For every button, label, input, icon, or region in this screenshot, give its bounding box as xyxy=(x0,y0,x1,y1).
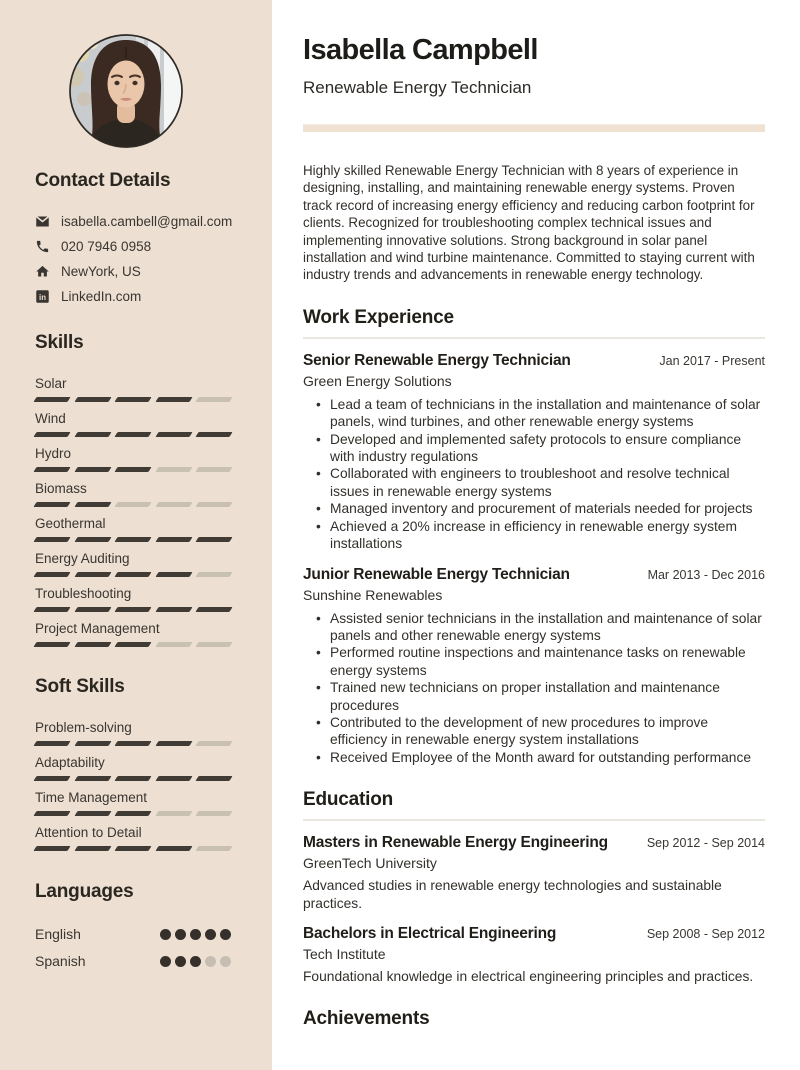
skill-bar-segment xyxy=(196,846,233,851)
skill-bar-segment xyxy=(196,642,233,647)
degree-title: Bachelors in Electrical Engineering xyxy=(303,924,557,942)
skill-bar-segment xyxy=(33,846,70,851)
language-dot xyxy=(175,956,186,967)
skill-bar-segment xyxy=(33,502,70,507)
skill-label: Wind xyxy=(35,411,66,426)
skill-row xyxy=(35,481,236,507)
contact-text: LinkedIn.com xyxy=(61,289,142,304)
skill-bar-segment xyxy=(155,776,192,781)
skill-label: Time Management xyxy=(35,790,148,805)
skill-bar-segment xyxy=(74,642,111,647)
section-divider xyxy=(303,819,765,821)
skill-bar-segment xyxy=(115,432,152,437)
job-bullet: • Lead a team of technicians in the installation and maintenance of solar panels, wind turbines, and other renewable energy systems xyxy=(330,396,765,431)
soft-skill-row xyxy=(35,755,236,781)
skill-row xyxy=(35,621,236,647)
job-bullet-list xyxy=(303,610,765,767)
skill-bar-segment xyxy=(74,572,111,577)
skill-bar-segment xyxy=(155,846,192,851)
skill-bar-segment xyxy=(74,811,111,816)
skill-bar-segment xyxy=(196,467,233,472)
job-bullet: • Received Employee of the Month award for outstanding performance xyxy=(330,749,765,766)
skill-label: Hydro xyxy=(35,446,72,461)
language-dot xyxy=(220,929,231,940)
degree-header xyxy=(303,834,765,852)
skill-label: Energy Auditing xyxy=(35,551,130,566)
language-dot xyxy=(160,929,171,940)
job-bullet: • Contributed to the development of new procedures to improve efficiency in renewable energy system installations xyxy=(330,714,765,749)
job-list xyxy=(303,352,765,766)
degree-header xyxy=(303,925,765,943)
job-header xyxy=(303,566,765,584)
skill-bar-segment xyxy=(155,467,192,472)
skill-bar-segment xyxy=(115,502,152,507)
skill-bar-segment xyxy=(115,537,152,542)
skill-level-bar xyxy=(35,537,231,542)
job-bullet: • Developed and implemented safety protocols to ensure compliance with industry regulations xyxy=(330,431,765,466)
achievements-section xyxy=(303,1008,765,1030)
skill-bar-segment xyxy=(115,642,152,647)
skill-row xyxy=(35,516,236,542)
skill-bar-segment xyxy=(155,397,192,402)
skill-bar-segment xyxy=(196,741,233,746)
skill-level-bar xyxy=(35,607,231,612)
language-level-dots xyxy=(160,929,231,940)
contact-item xyxy=(35,289,236,304)
skill-level-bar xyxy=(35,846,231,851)
degree-list xyxy=(303,834,765,985)
skill-bar-segment xyxy=(74,776,111,781)
skill-label: Troubleshooting xyxy=(35,586,132,601)
header-accent-divider xyxy=(303,124,765,132)
skill-row xyxy=(35,446,236,472)
languages-heading: Languages xyxy=(35,881,134,902)
language-level-dots xyxy=(160,956,231,967)
svg-text:in: in xyxy=(39,292,46,302)
skill-bar-segment xyxy=(74,502,111,507)
section-divider xyxy=(303,337,765,339)
skill-level-bar xyxy=(35,572,231,577)
skill-bar-segment xyxy=(155,537,192,542)
contact-details-heading: Contact Details xyxy=(35,170,171,191)
job-bullet: • Performed routine inspections and maintenance tasks on renewable energy systems xyxy=(330,644,765,679)
home-icon xyxy=(35,264,51,279)
skill-bar-segment xyxy=(33,607,70,612)
skill-row xyxy=(35,411,236,437)
skill-bar-segment xyxy=(196,572,233,577)
skill-bar-segment xyxy=(33,741,70,746)
skill-bar-segment xyxy=(115,397,152,402)
skill-bar-segment xyxy=(155,432,192,437)
skill-bar-segment xyxy=(115,811,152,816)
skill-level-bar xyxy=(35,502,231,507)
skill-level-bar xyxy=(35,642,231,647)
language-row xyxy=(35,926,231,942)
skill-bar-segment xyxy=(33,432,70,437)
skill-bar-segment xyxy=(33,642,70,647)
skill-bar-segment xyxy=(155,642,192,647)
main-column xyxy=(272,0,800,1070)
skill-bar-segment xyxy=(33,397,70,402)
job-dates: Jan 2017 - Present xyxy=(659,353,765,368)
education-heading: Education xyxy=(303,789,394,811)
skill-bar-segment xyxy=(115,846,152,851)
skill-bar-segment xyxy=(115,467,152,472)
language-dot xyxy=(190,929,201,940)
language-dot xyxy=(205,956,216,967)
skill-bar-segment xyxy=(74,741,111,746)
skill-bar-segment xyxy=(196,811,233,816)
job-entry xyxy=(303,566,765,767)
contact-text: isabella.cambell@gmail.com xyxy=(61,214,233,229)
job-title: Junior Renewable Energy Technician xyxy=(303,565,570,583)
skill-bar-segment xyxy=(196,537,233,542)
language-dot xyxy=(190,956,201,967)
skill-row xyxy=(35,586,236,612)
job-company: Sunshine Renewables xyxy=(303,586,443,603)
soft-skill-row xyxy=(35,720,236,746)
language-label: English xyxy=(35,926,81,942)
skill-bar-segment xyxy=(33,776,70,781)
skills-heading: Skills xyxy=(35,332,84,353)
contact-text: 020 7946 0958 xyxy=(61,239,152,254)
contact-item xyxy=(35,264,236,279)
sidebar xyxy=(0,0,272,1070)
skill-label: Geothermal xyxy=(35,516,106,531)
email-icon xyxy=(35,214,51,229)
skill-bar-segment xyxy=(196,607,233,612)
profile-photo xyxy=(68,33,184,149)
skill-bar-segment xyxy=(196,776,233,781)
skill-label: Problem-solving xyxy=(35,720,132,735)
degree-school: GreenTech University xyxy=(303,855,437,872)
job-bullet: • Assisted senior technicians in the installation and maintenance of solar panels and other renewable energy systems xyxy=(330,610,765,645)
skill-bar-segment xyxy=(33,537,70,542)
skill-label: Solar xyxy=(35,376,67,391)
skill-bar-segment xyxy=(155,811,192,816)
skill-bar-segment xyxy=(155,741,192,746)
degree-description: Advanced studies in renewable energy technologies and sustainable practices. xyxy=(303,878,722,911)
skill-bar-segment xyxy=(115,776,152,781)
skill-bar-segment xyxy=(155,607,192,612)
profile-photo-illustration xyxy=(68,33,184,149)
phone-icon xyxy=(35,239,51,254)
work-experience-heading: Work Experience xyxy=(303,306,454,328)
degree-entry xyxy=(303,834,765,912)
degree-dates: Sep 2012 - Sep 2014 xyxy=(646,836,765,851)
language-row xyxy=(35,953,231,969)
languages-list xyxy=(0,926,272,969)
degree-description: Foundational knowledge in electrical engineering principles and practices. xyxy=(303,968,754,984)
language-dot xyxy=(205,929,216,940)
skill-bar-segment xyxy=(74,846,111,851)
skill-bar-segment xyxy=(155,572,192,577)
profile-summary: Highly skilled Renewable Energy Technician with 8 years of experience in designing, installing, and maintaining renewable energy systems. Proven track record of increasing energy efficiency and reducing carbon footprint for clients. Recognized for troubleshooting complex technical issues and implementing innovative solutions. Strong background in solar panel installation and wind turbine maintenance. Committed to staying current with industry trends and advancements in renewable energy technology. xyxy=(303,163,755,283)
skill-label: Biomass xyxy=(35,481,87,496)
skill-bar-segment xyxy=(196,502,233,507)
degree-dates: Sep 2008 - Sep 2012 xyxy=(646,926,765,941)
skill-bar-segment xyxy=(74,537,111,542)
job-title: Senior Renewable Energy Technician xyxy=(303,351,571,369)
person-job-title: Renewable Energy Technician xyxy=(303,78,532,97)
skill-bar-segment xyxy=(115,572,152,577)
skill-level-bar xyxy=(35,467,231,472)
degree-title: Masters in Renewable Energy Engineering xyxy=(303,834,608,852)
skills-list xyxy=(0,376,272,647)
degree-school: Tech Institute xyxy=(303,945,386,962)
skill-row xyxy=(35,551,236,577)
education-section xyxy=(303,789,765,985)
language-dot xyxy=(220,956,231,967)
achievements-heading: Achievements xyxy=(303,1008,430,1030)
contact-text: NewYork, US xyxy=(61,264,141,279)
job-bullet: • Achieved a 20% increase in efficiency in renewable energy system installations xyxy=(330,518,765,553)
person-name: Isabella Campbell xyxy=(303,34,538,66)
skill-level-bar xyxy=(35,432,231,437)
contact-list xyxy=(0,214,272,304)
linkedin-icon xyxy=(35,289,51,304)
job-entry xyxy=(303,352,765,553)
skill-bar-segment xyxy=(33,811,70,816)
contact-item xyxy=(35,214,236,229)
job-dates: Mar 2013 - Dec 2016 xyxy=(647,567,765,582)
job-bullet: • Trained new technicians on proper installation and maintenance procedures xyxy=(330,679,765,714)
soft-skill-row xyxy=(35,825,236,851)
skill-bar-segment xyxy=(115,607,152,612)
skill-label: Project Management xyxy=(35,621,160,636)
skill-row xyxy=(35,376,236,402)
contact-item xyxy=(35,239,236,254)
job-bullet: • Managed inventory and procurement of materials needed for projects xyxy=(330,500,765,517)
skill-level-bar xyxy=(35,811,231,816)
skill-bar-segment xyxy=(33,572,70,577)
language-label: Spanish xyxy=(35,953,86,969)
skill-bar-segment xyxy=(74,432,111,437)
work-experience-section xyxy=(303,307,765,766)
skill-level-bar xyxy=(35,776,231,781)
skill-label: Attention to Detail xyxy=(35,825,142,840)
soft-skill-row xyxy=(35,790,236,816)
skill-bar-segment xyxy=(33,467,70,472)
degree-entry xyxy=(303,925,765,985)
skill-bar-segment xyxy=(196,397,233,402)
skill-level-bar xyxy=(35,741,231,746)
skill-label: Adaptability xyxy=(35,755,105,770)
skill-bar-segment xyxy=(74,607,111,612)
skill-bar-segment xyxy=(196,432,233,437)
job-company: Green Energy Solutions xyxy=(303,372,452,389)
skill-bar-segment xyxy=(155,502,192,507)
soft-skills-heading: Soft Skills xyxy=(35,676,125,697)
job-header xyxy=(303,352,765,370)
language-dot xyxy=(160,956,171,967)
job-bullet-list xyxy=(303,396,765,553)
language-dot xyxy=(175,929,186,940)
skill-bar-segment xyxy=(74,467,111,472)
skill-bar-segment xyxy=(74,397,111,402)
skill-level-bar xyxy=(35,397,231,402)
soft-skills-list xyxy=(0,720,272,851)
job-bullet: • Collaborated with engineers to troubleshoot and resolve technical issues in renewable energy systems xyxy=(330,465,765,500)
skill-bar-segment xyxy=(115,741,152,746)
